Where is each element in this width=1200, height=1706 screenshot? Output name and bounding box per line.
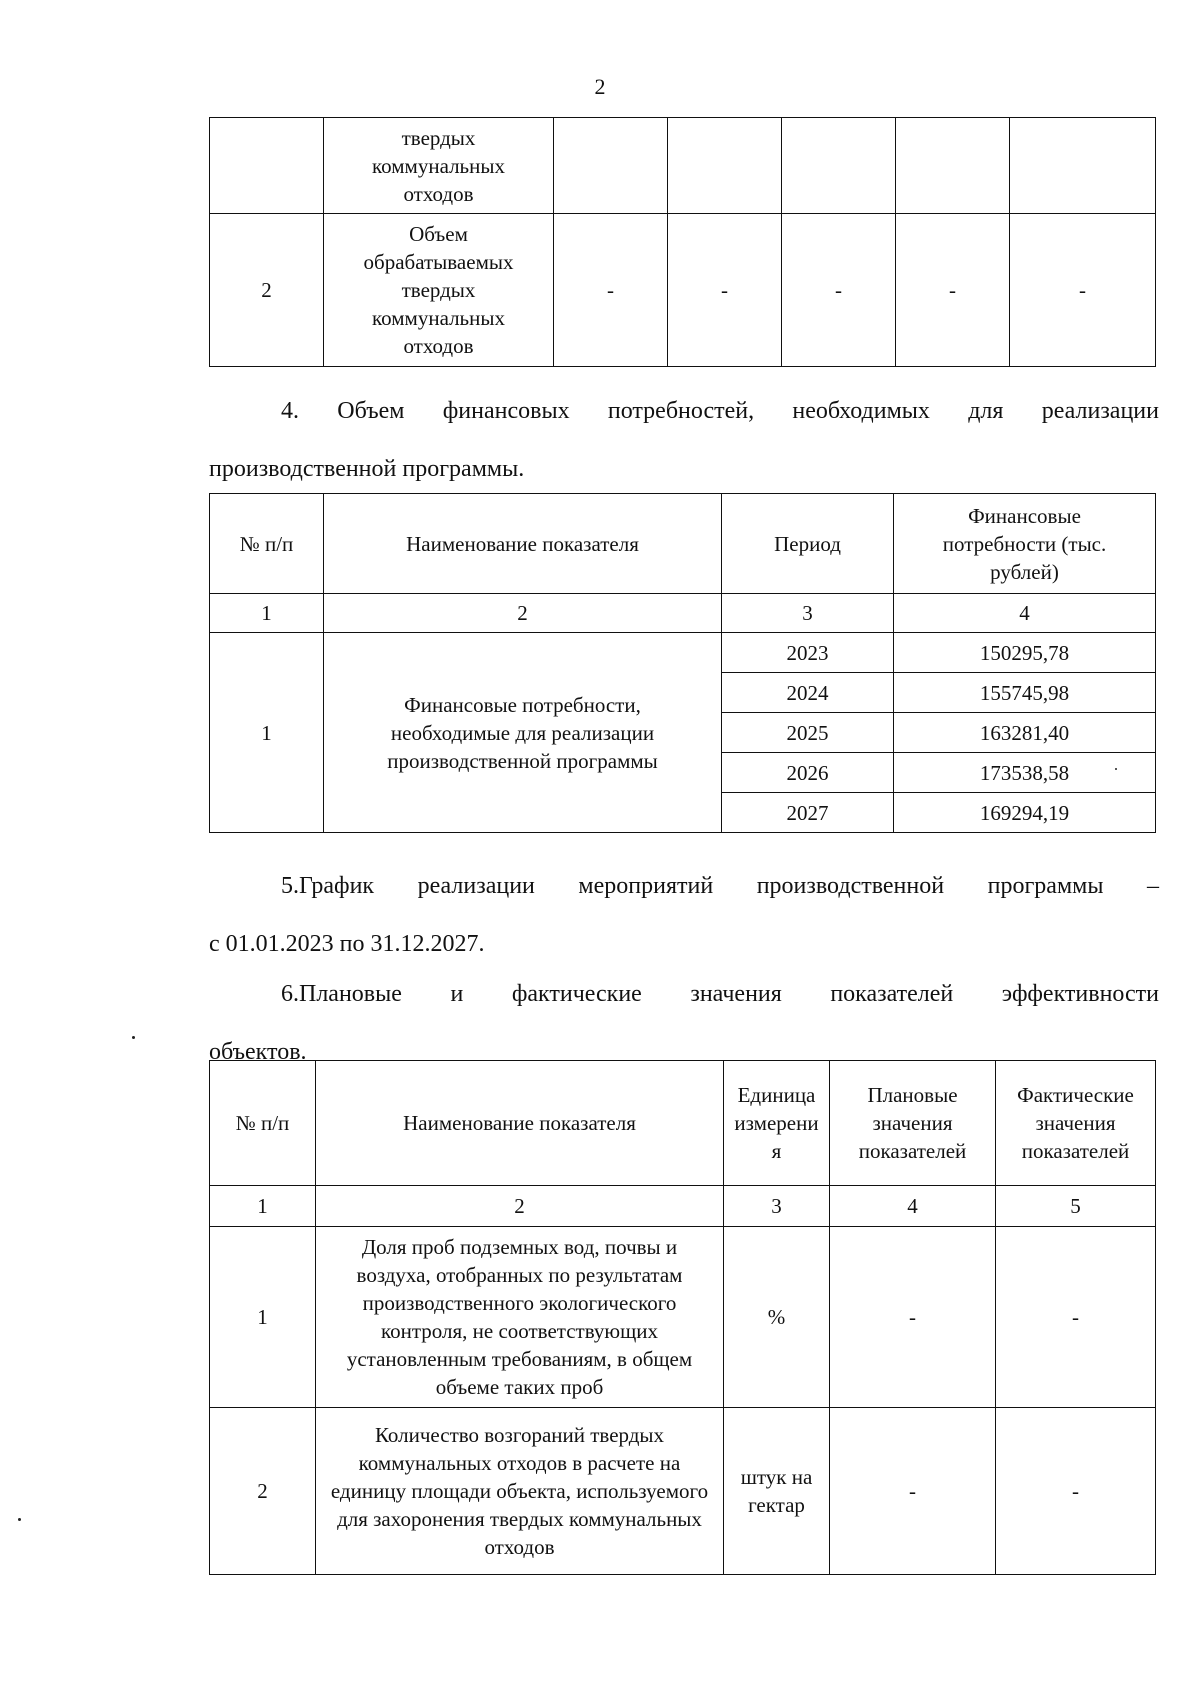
financial-value: 163281,40	[894, 713, 1156, 753]
value-cell	[896, 118, 1010, 214]
period-year: 2024	[722, 673, 894, 713]
header-unit: Единица измерения	[724, 1061, 830, 1186]
table-row	[210, 118, 1156, 214]
row-number: 2	[210, 1408, 316, 1575]
value-cell	[1010, 118, 1156, 214]
table-row	[210, 1227, 1156, 1408]
section-4-line-1: 4. Объем финансовых потребностей, необходимых для реализации	[281, 398, 1159, 424]
table-row	[210, 214, 1156, 367]
plan-value: -	[830, 1408, 996, 1575]
header-row	[210, 494, 1156, 594]
scan-speck	[18, 1518, 21, 1521]
period-year: 2025	[722, 713, 894, 753]
unit-value: штук на гектар	[724, 1408, 830, 1575]
name-line: твердых	[401, 278, 476, 302]
name-line: Объем	[409, 222, 468, 246]
row-number: 1	[210, 1227, 316, 1408]
indicator-name: Финансовые потребности, необходимые для реализации производственной программы	[324, 633, 722, 833]
fact-value: -	[996, 1408, 1156, 1575]
period-year: 2027	[722, 793, 894, 833]
name-line: обрабатываемых	[363, 250, 514, 274]
column-number: 1	[210, 1186, 316, 1227]
section-5-heading	[209, 857, 1159, 973]
name-line: отходов	[403, 334, 474, 358]
value-cell	[782, 118, 896, 214]
header-period: Период	[722, 494, 894, 594]
value-cell: -	[554, 214, 668, 367]
scan-speck	[1115, 768, 1117, 770]
value-cell	[668, 118, 782, 214]
row-number	[210, 118, 324, 214]
column-number-row	[210, 594, 1156, 633]
value-cell: -	[668, 214, 782, 367]
header-row	[210, 1061, 1156, 1186]
section-5-line-2: с 01.01.2023 по 31.12.2027.	[209, 931, 485, 957]
efficiency-table	[209, 1060, 1156, 1575]
column-number: 2	[324, 594, 722, 633]
column-number-row	[210, 1186, 1156, 1227]
column-number: 4	[830, 1186, 996, 1227]
section-6-line-1: 6.Плановые и фактические значения показателей эффективности	[281, 981, 1159, 1007]
section-6-line-2: объектов.	[209, 1039, 307, 1065]
continuation-table	[209, 117, 1156, 367]
page-number: 2	[594, 74, 606, 99]
section-4-line-2: производственной программы.	[209, 456, 525, 482]
column-number: 5	[996, 1186, 1156, 1227]
indicator-name	[324, 214, 554, 367]
name-line: коммунальных	[372, 306, 505, 330]
financial-value: 173538,58	[894, 753, 1156, 793]
column-number: 3	[724, 1186, 830, 1227]
header-name: Наименование показателя	[316, 1061, 724, 1186]
scan-speck	[132, 1036, 135, 1039]
indicator-name	[324, 118, 554, 214]
fact-value: -	[996, 1227, 1156, 1408]
unit-value: %	[724, 1227, 830, 1408]
value-cell: -	[896, 214, 1010, 367]
header-name: Наименование показателя	[324, 494, 722, 594]
financial-value: 150295,78	[894, 633, 1156, 673]
indicator-name: Доля проб подземных вод, почвы и воздуха, отобранных по результатам производственного экологического контроля, не соответствующих установленным требованиям, в общем объеме таких проб	[316, 1227, 724, 1408]
value-cell	[554, 118, 668, 214]
header-financial-needs: Финансовые потребности (тыс. рублей)	[894, 494, 1156, 594]
financial-value: 169294,19	[894, 793, 1156, 833]
column-number: 1	[210, 594, 324, 633]
column-number: 2	[316, 1186, 724, 1227]
indicator-name: Количество возгораний твердых коммунальных отходов в расчете на единицу площади объекта, используемого для захоронения твердых коммунальных отходов	[316, 1408, 724, 1575]
table-row	[210, 633, 1156, 673]
table-row	[210, 1408, 1156, 1575]
value-cell: -	[1010, 214, 1156, 367]
plan-value: -	[830, 1227, 996, 1408]
row-number: 1	[210, 633, 324, 833]
header-number: № п/п	[210, 1061, 316, 1186]
header-fact: Фактические значения показателей	[996, 1061, 1156, 1186]
header-plan: Плановые значения показателей	[830, 1061, 996, 1186]
period-year: 2026	[722, 753, 894, 793]
name-line: твердых	[401, 125, 476, 150]
column-number: 3	[722, 594, 894, 633]
name-line: отходов	[403, 181, 474, 206]
name-line: коммунальных	[372, 153, 505, 178]
value-cell: -	[782, 214, 896, 367]
header-number: № п/п	[210, 494, 324, 594]
financial-value: 155745,98	[894, 673, 1156, 713]
column-number: 4	[894, 594, 1156, 633]
section-4-heading	[209, 382, 1159, 498]
financial-needs-table	[209, 493, 1156, 833]
row-number: 2	[210, 214, 324, 367]
period-year: 2023	[722, 633, 894, 673]
section-5-line-1: 5.График реализации мероприятий производственной программы –	[281, 873, 1159, 899]
